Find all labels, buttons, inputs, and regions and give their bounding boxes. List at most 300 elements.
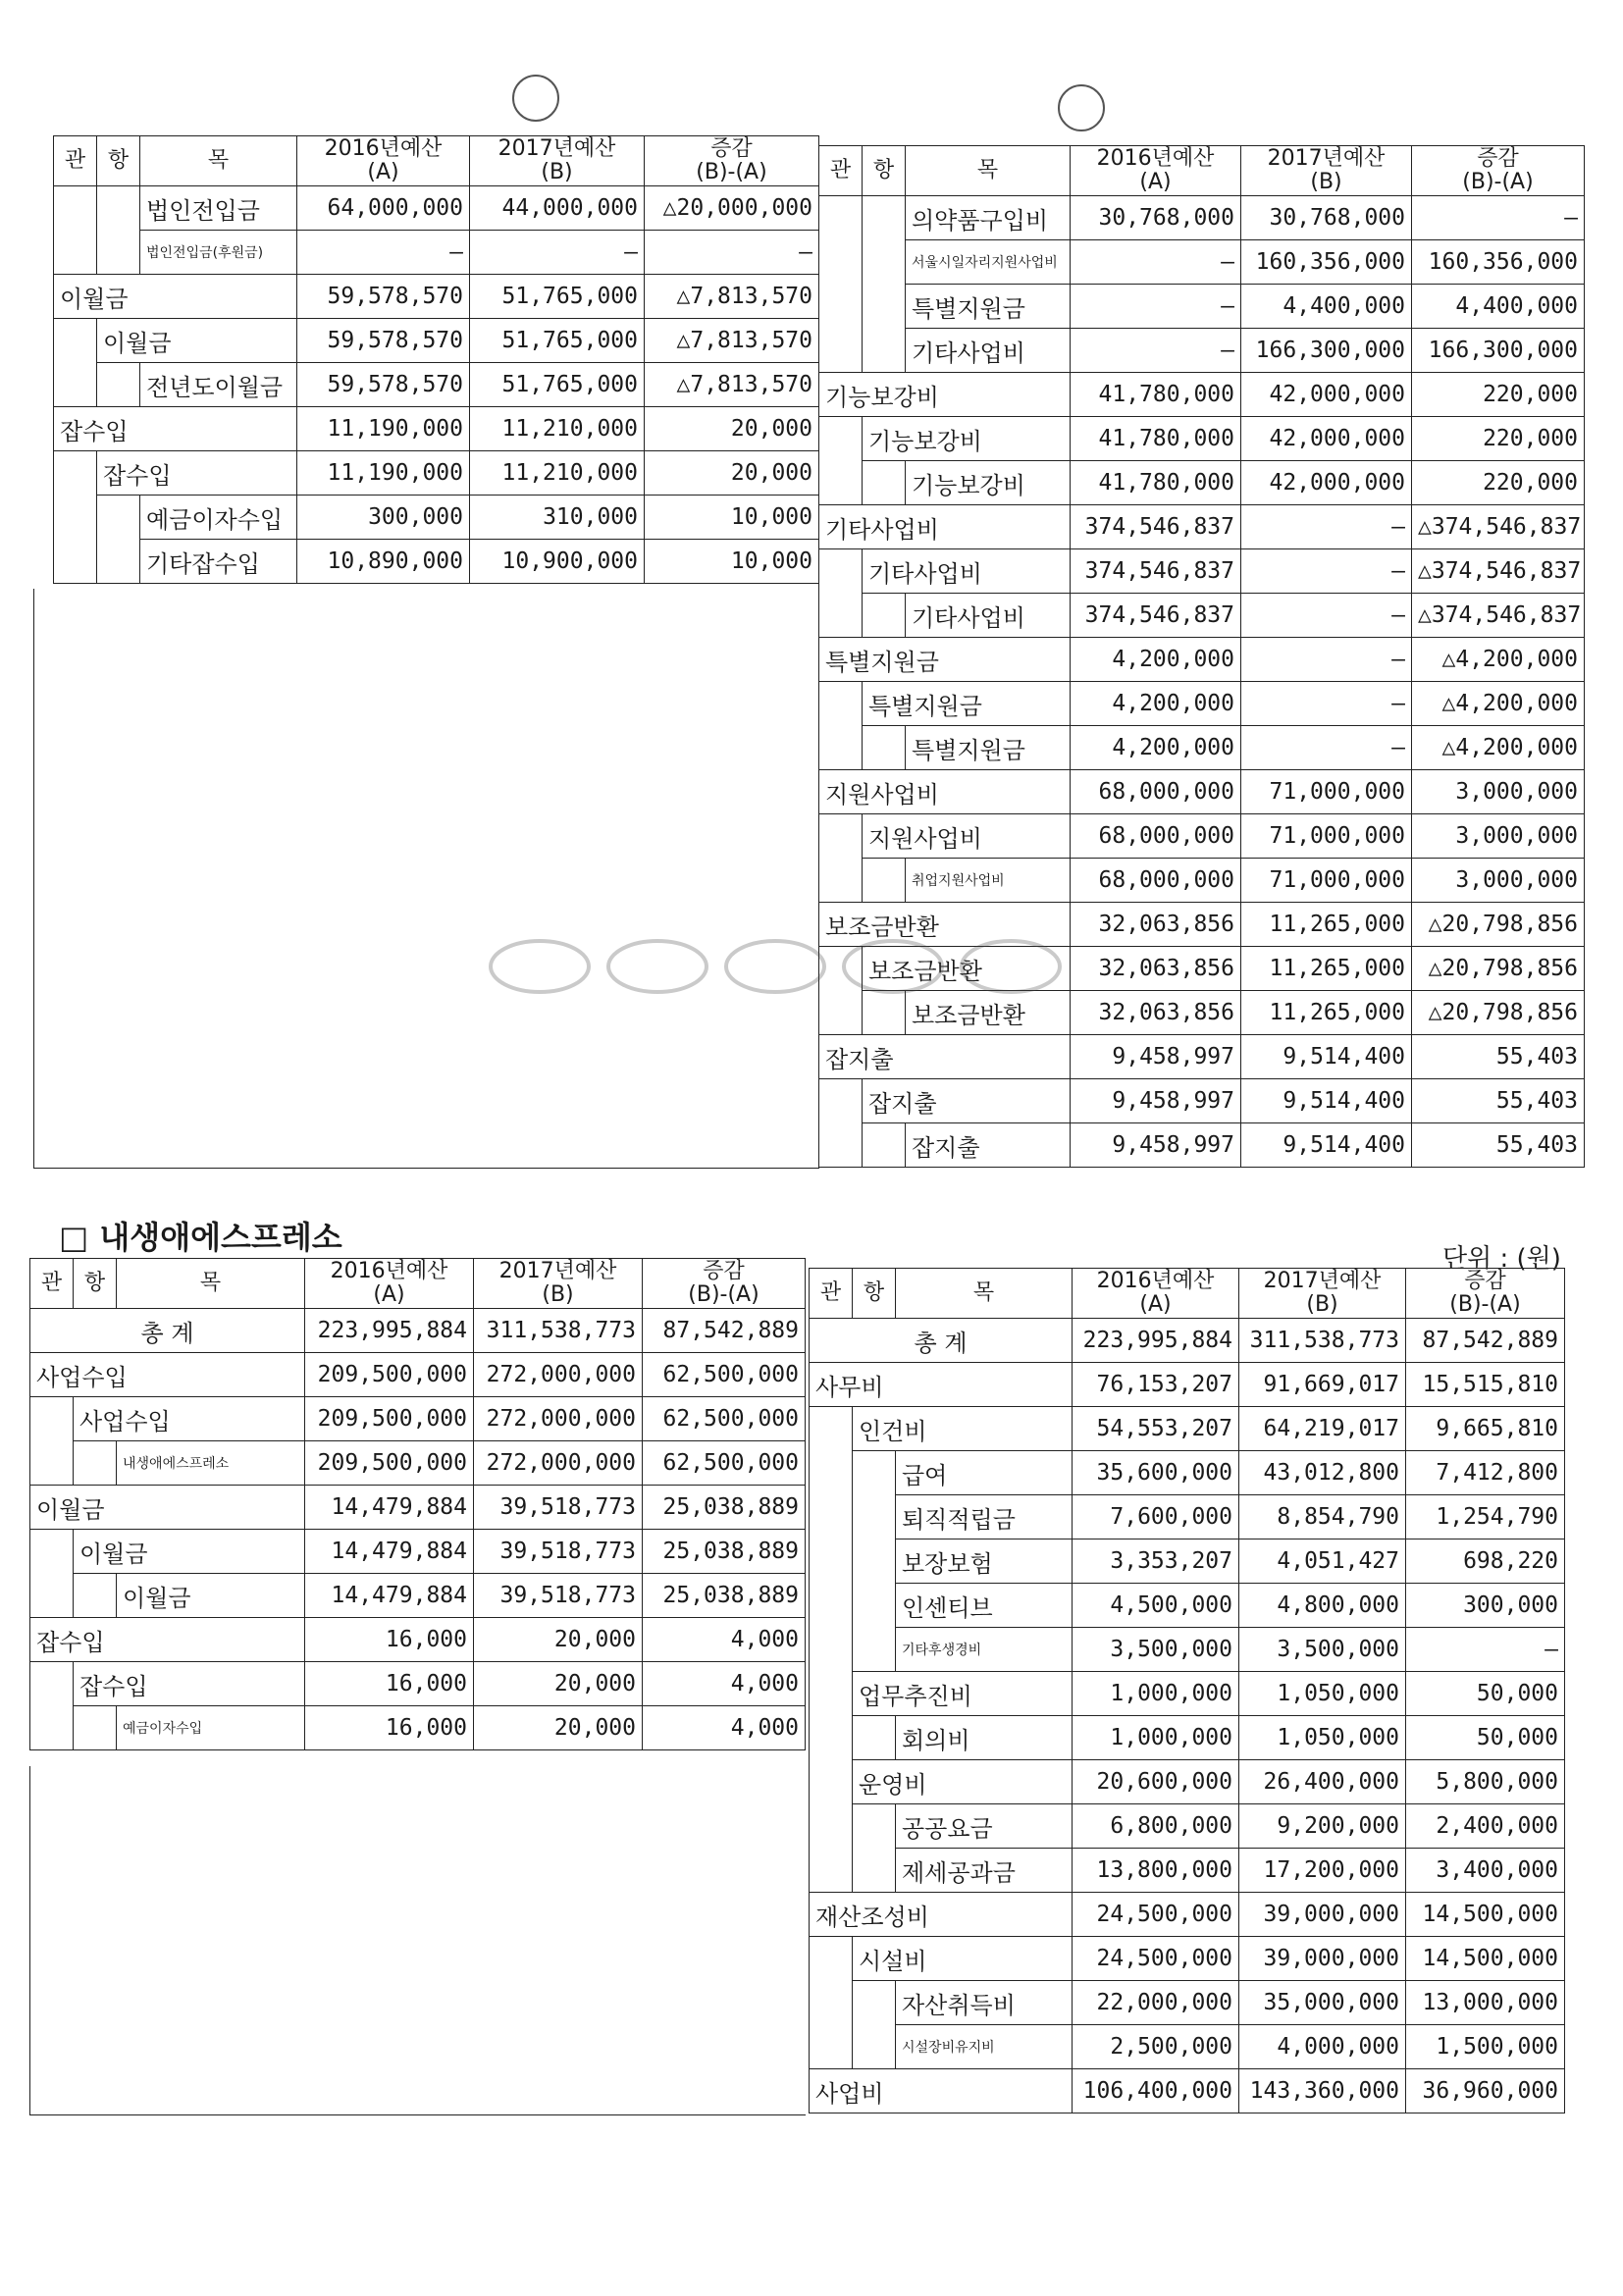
- value-diff: 55,403: [1412, 1035, 1585, 1079]
- value-2016: 64,000,000: [297, 186, 470, 231]
- table-row: [819, 770, 1585, 814]
- header-2016-sub: (A): [367, 160, 399, 184]
- value-2017: 9,200,000: [1239, 1804, 1406, 1849]
- value-2017: –: [1241, 638, 1412, 682]
- value-diff: 50,000: [1406, 1672, 1565, 1716]
- table-row: [54, 231, 819, 275]
- row-label: 지원사업비: [863, 814, 1071, 859]
- header-mok-label: 목: [199, 1271, 222, 1295]
- value-2016: 9,458,997: [1071, 1079, 1241, 1123]
- indent-cell: [853, 1539, 896, 1584]
- value-diff: 62,500,000: [643, 1441, 806, 1486]
- row-label: 기타후생경비: [896, 1628, 1073, 1672]
- row-label: 잡수입: [97, 451, 297, 496]
- value-2017: 160,356,000: [1241, 240, 1412, 285]
- value-diff: △374,546,837: [1412, 594, 1585, 638]
- value-2017: 272,000,000: [474, 1441, 643, 1486]
- value-2016: –: [1071, 329, 1241, 373]
- table-row: [54, 407, 819, 451]
- value-2017: 20,000: [474, 1618, 643, 1662]
- value-2016: 9,458,997: [1071, 1035, 1241, 1079]
- value-2017: 17,200,000: [1239, 1849, 1406, 1893]
- value-2017: 51,765,000: [470, 319, 645, 363]
- value-diff: 10,000: [645, 496, 819, 540]
- indent-cell: [54, 451, 97, 496]
- table-row: [819, 196, 1585, 240]
- table-row: [810, 1319, 1565, 1363]
- value-2016: 14,479,884: [305, 1574, 474, 1618]
- header-2016-label: 2016년예산: [324, 136, 443, 161]
- indent-cell: [810, 1937, 853, 1981]
- value-2017: 1,050,000: [1239, 1672, 1406, 1716]
- table-row: [819, 549, 1585, 594]
- value-diff: 1,254,790: [1406, 1495, 1565, 1539]
- value-2016: 24,500,000: [1073, 1937, 1239, 1981]
- table-row: [810, 1363, 1565, 1407]
- value-2017: –: [1241, 505, 1412, 549]
- table-row: [819, 373, 1585, 417]
- header-mok: [906, 146, 1071, 196]
- header-hang-label: 항: [107, 148, 130, 173]
- value-diff: △20,798,856: [1412, 947, 1585, 991]
- header-2016: [297, 136, 470, 186]
- indent-cell: [863, 461, 906, 505]
- header-2016-sub: (A): [1139, 170, 1172, 194]
- value-2017: 4,800,000: [1239, 1584, 1406, 1628]
- budget-table-bottom-right: [809, 1268, 1565, 2113]
- value-2017: –: [1241, 682, 1412, 726]
- indent-cell: [74, 1706, 117, 1750]
- value-2017: 11,210,000: [470, 407, 645, 451]
- indent-cell: [819, 417, 863, 461]
- row-label: 이월금: [54, 275, 297, 319]
- value-diff: 220,000: [1412, 461, 1585, 505]
- row-label: 보조금반환: [863, 947, 1071, 991]
- value-2016: 41,780,000: [1071, 373, 1241, 417]
- row-label: 운영비: [853, 1760, 1073, 1804]
- row-label: 재산조성비: [810, 1893, 1073, 1937]
- header-2017-sub: (B): [1310, 170, 1342, 194]
- row-label: 잡지출: [819, 1035, 1071, 1079]
- indent-cell: [810, 1672, 853, 1716]
- value-2016: 68,000,000: [1071, 814, 1241, 859]
- table-row: [810, 1760, 1565, 1804]
- value-diff: 4,000: [643, 1706, 806, 1750]
- value-2016: 1,000,000: [1073, 1672, 1239, 1716]
- value-2017: 20,000: [474, 1706, 643, 1750]
- value-diff: △4,200,000: [1412, 726, 1585, 770]
- value-2017: –: [1241, 549, 1412, 594]
- value-2017: 64,219,017: [1239, 1407, 1406, 1451]
- budget-table-top-right: [818, 145, 1585, 1168]
- header-diff-sub: (B)-(A): [1462, 170, 1534, 194]
- header-mok-label: 목: [207, 148, 230, 173]
- value-2017: 272,000,000: [474, 1353, 643, 1397]
- row-label: 사업수입: [30, 1353, 305, 1397]
- value-diff: 55,403: [1412, 1079, 1585, 1123]
- value-2016: 59,578,570: [297, 319, 470, 363]
- value-2016: 14,479,884: [305, 1486, 474, 1530]
- value-2016: 6,800,000: [1073, 1804, 1239, 1849]
- row-label: 제세공과금: [896, 1849, 1073, 1893]
- indent-cell: [853, 1804, 896, 1849]
- header-hang: [863, 146, 906, 196]
- value-2017: 51,765,000: [470, 363, 645, 407]
- value-2016: 59,578,570: [297, 275, 470, 319]
- table-row: [810, 1584, 1565, 1628]
- header-2017: [1241, 146, 1412, 196]
- indent-cell: [810, 1407, 853, 1451]
- table-row: [810, 2069, 1565, 2113]
- row-label: 급여: [896, 1451, 1073, 1495]
- value-2016: 14,479,884: [305, 1530, 474, 1574]
- header-mok: [140, 136, 297, 186]
- indent-cell: [863, 859, 906, 903]
- value-2017: –: [1241, 594, 1412, 638]
- value-2017: 71,000,000: [1241, 814, 1412, 859]
- value-2016: 32,063,856: [1071, 947, 1241, 991]
- table-row: [810, 1628, 1565, 1672]
- table-row: [810, 1849, 1565, 1893]
- indent-cell: [54, 496, 97, 540]
- value-2017: 143,360,000: [1239, 2069, 1406, 2113]
- row-label: 잡지출: [906, 1123, 1071, 1168]
- header-diff: [643, 1259, 806, 1309]
- value-2016: 3,353,207: [1073, 1539, 1239, 1584]
- table-row: [30, 1574, 806, 1618]
- table-row: [54, 186, 819, 231]
- value-diff: –: [1406, 1628, 1565, 1672]
- table-row: [30, 1706, 806, 1750]
- indent-cell: [97, 231, 140, 275]
- value-2017: 44,000,000: [470, 186, 645, 231]
- value-2016: 24,500,000: [1073, 1893, 1239, 1937]
- value-2017: 39,518,773: [474, 1530, 643, 1574]
- header-2016-label: 2016년예산: [1096, 1269, 1215, 1293]
- indent-cell: [863, 329, 906, 373]
- row-label: 사업비: [810, 2069, 1073, 2113]
- value-2017: 311,538,773: [1239, 1319, 1406, 1363]
- table-row: [810, 1451, 1565, 1495]
- value-2016: 16,000: [305, 1662, 474, 1706]
- binder-hole-right: [1058, 84, 1105, 131]
- value-diff: 220,000: [1412, 373, 1585, 417]
- row-label: 자산취득비: [896, 1981, 1073, 2025]
- value-diff: △4,200,000: [1412, 682, 1585, 726]
- indent-cell: [30, 1397, 74, 1441]
- header-gwan-label: 관: [40, 1271, 63, 1295]
- value-diff: △374,546,837: [1412, 505, 1585, 549]
- table-row: [30, 1397, 806, 1441]
- header-hang-label: 항: [872, 158, 895, 183]
- value-diff: 4,400,000: [1412, 285, 1585, 329]
- indent-cell: [810, 1849, 853, 1893]
- value-2016: 4,200,000: [1071, 638, 1241, 682]
- row-label: 업무추진비: [853, 1672, 1073, 1716]
- row-label: 시설비: [853, 1937, 1073, 1981]
- row-label: 잡수입: [54, 407, 297, 451]
- value-2017: 11,265,000: [1241, 947, 1412, 991]
- header-diff-label: 증감: [1464, 1269, 1506, 1293]
- header-2016-sub: (A): [1139, 1292, 1172, 1317]
- indent-cell: [819, 549, 863, 594]
- row-label: 예금이자수입: [117, 1706, 305, 1750]
- value-diff: 62,500,000: [643, 1397, 806, 1441]
- value-2017: 311,538,773: [474, 1309, 643, 1353]
- budget-table-top-left: [53, 135, 819, 584]
- header-hang: [74, 1259, 117, 1309]
- table-row: [819, 1123, 1585, 1168]
- value-diff: 50,000: [1406, 1716, 1565, 1760]
- table-row: [54, 496, 819, 540]
- indent-cell: [863, 285, 906, 329]
- indent-cell: [810, 1495, 853, 1539]
- table-row: [54, 451, 819, 496]
- row-label: 보조금반환: [819, 903, 1071, 947]
- value-diff: 55,403: [1412, 1123, 1585, 1168]
- table-row: [819, 859, 1585, 903]
- value-2017: 310,000: [470, 496, 645, 540]
- indent-cell: [30, 1662, 74, 1706]
- row-label: 기타사업비: [819, 505, 1071, 549]
- row-label: 잡수입: [74, 1662, 305, 1706]
- value-2016: 76,153,207: [1073, 1363, 1239, 1407]
- indent-cell: [863, 196, 906, 240]
- indent-cell: [810, 1584, 853, 1628]
- table-row: [819, 285, 1585, 329]
- header-diff: [1406, 1269, 1565, 1319]
- row-label: 기타사업비: [906, 329, 1071, 373]
- indent-cell: [853, 1849, 896, 1893]
- value-2017: 272,000,000: [474, 1397, 643, 1441]
- value-diff: –: [1412, 196, 1585, 240]
- value-2017: 43,012,800: [1239, 1451, 1406, 1495]
- table-row: [810, 1495, 1565, 1539]
- header-2016-label: 2016년예산: [1096, 146, 1215, 171]
- value-2016: 9,458,997: [1071, 1123, 1241, 1168]
- row-label: 서울시일자리지원사업비: [906, 240, 1071, 285]
- header-2017-sub: (B): [542, 1282, 574, 1307]
- value-diff: 7,412,800: [1406, 1451, 1565, 1495]
- value-2016: 16,000: [305, 1706, 474, 1750]
- value-2017: 9,514,400: [1241, 1123, 1412, 1168]
- indent-cell: [853, 1981, 896, 2025]
- value-2017: 11,265,000: [1241, 903, 1412, 947]
- indent-cell: [810, 1981, 853, 2025]
- value-diff: 14,500,000: [1406, 1893, 1565, 1937]
- value-diff: 3,000,000: [1412, 859, 1585, 903]
- header-gwan: [54, 136, 97, 186]
- value-2016: 32,063,856: [1071, 903, 1241, 947]
- indent-cell: [853, 1495, 896, 1539]
- header-2017-label: 2017년예산: [1267, 146, 1386, 171]
- value-2016: 59,578,570: [297, 363, 470, 407]
- table-row: [819, 726, 1585, 770]
- header-2017-label: 2017년예산: [497, 136, 616, 161]
- header-diff-label: 증감: [710, 136, 753, 161]
- table-row: [54, 319, 819, 363]
- table-row: [810, 1407, 1565, 1451]
- indent-cell: [819, 285, 863, 329]
- value-diff: 4,000: [643, 1618, 806, 1662]
- header-diff: [645, 136, 819, 186]
- table-row: [30, 1530, 806, 1574]
- table-row: [819, 638, 1585, 682]
- indent-cell: [819, 726, 863, 770]
- value-2017: 39,518,773: [474, 1574, 643, 1618]
- value-2016: 209,500,000: [305, 1441, 474, 1486]
- value-diff: 5,800,000: [1406, 1760, 1565, 1804]
- value-diff: 20,000: [645, 451, 819, 496]
- value-2017: 39,518,773: [474, 1486, 643, 1530]
- value-diff: 20,000: [645, 407, 819, 451]
- row-label: 공공요금: [896, 1804, 1073, 1849]
- value-diff: 1,500,000: [1406, 2025, 1565, 2069]
- table-row: [30, 1353, 806, 1397]
- table-row: [819, 814, 1585, 859]
- indent-cell: [54, 186, 97, 231]
- indent-cell: [853, 1584, 896, 1628]
- value-2016: 7,600,000: [1073, 1495, 1239, 1539]
- header-2016: [1071, 146, 1241, 196]
- indent-cell: [97, 363, 140, 407]
- row-label: 회의비: [896, 1716, 1073, 1760]
- value-diff: 14,500,000: [1406, 1937, 1565, 1981]
- indent-cell: [819, 1079, 863, 1123]
- value-2017: 166,300,000: [1241, 329, 1412, 373]
- header-2017-label: 2017년예산: [1263, 1269, 1382, 1293]
- indent-cell: [853, 1716, 896, 1760]
- indent-cell: [30, 1530, 74, 1574]
- value-diff: 698,220: [1406, 1539, 1565, 1584]
- value-2016: 68,000,000: [1071, 770, 1241, 814]
- value-diff: 166,300,000: [1412, 329, 1585, 373]
- row-label: 이월금: [30, 1486, 305, 1530]
- value-diff: △7,813,570: [645, 363, 819, 407]
- indent-cell: [819, 461, 863, 505]
- indent-cell: [819, 1123, 863, 1168]
- value-diff: △7,813,570: [645, 275, 819, 319]
- value-2017: 3,500,000: [1239, 1628, 1406, 1672]
- value-2016: 41,780,000: [1071, 417, 1241, 461]
- value-2016: 209,500,000: [305, 1353, 474, 1397]
- value-2017: 71,000,000: [1241, 770, 1412, 814]
- indent-cell: [819, 240, 863, 285]
- value-2017: 1,050,000: [1239, 1716, 1406, 1760]
- value-diff: 3,400,000: [1406, 1849, 1565, 1893]
- value-diff: –: [645, 231, 819, 275]
- table-row: [819, 240, 1585, 285]
- indent-cell: [863, 240, 906, 285]
- row-label: 인센티브: [896, 1584, 1073, 1628]
- header-diff-sub: (B)-(A): [688, 1282, 759, 1307]
- row-label: 보조금반환: [906, 991, 1071, 1035]
- unit-label: 단위 : (원): [1442, 1244, 1561, 1274]
- row-label: 이월금: [117, 1574, 305, 1618]
- row-label: 지원사업비: [819, 770, 1071, 814]
- value-diff: 25,038,889: [643, 1530, 806, 1574]
- value-diff: 9,665,810: [1406, 1407, 1565, 1451]
- table-row: [30, 1441, 806, 1486]
- header-diff-label: 증감: [703, 1259, 745, 1283]
- value-2016: 4,200,000: [1071, 726, 1241, 770]
- header-2017-sub: (B): [1306, 1292, 1338, 1317]
- indent-cell: [819, 859, 863, 903]
- value-2016: –: [297, 231, 470, 275]
- indent-cell: [810, 2025, 853, 2069]
- header-2017-label: 2017년예산: [498, 1259, 617, 1283]
- value-diff: 4,000: [643, 1662, 806, 1706]
- value-2016: –: [1071, 240, 1241, 285]
- header-gwan: [810, 1269, 853, 1319]
- indent-cell: [97, 496, 140, 540]
- row-label: 기타잡수입: [140, 540, 297, 584]
- value-2016: 2,500,000: [1073, 2025, 1239, 2069]
- value-2016: 10,890,000: [297, 540, 470, 584]
- row-label: 사업수입: [74, 1397, 305, 1441]
- row-label: 특별지원금: [906, 285, 1071, 329]
- section-title: □ 내생애에스프레소: [59, 1219, 342, 1256]
- value-2016: 223,995,884: [1073, 1319, 1239, 1363]
- indent-cell: [819, 329, 863, 373]
- table-row: [819, 329, 1585, 373]
- value-diff: 87,542,889: [643, 1309, 806, 1353]
- value-2016: 4,500,000: [1073, 1584, 1239, 1628]
- indent-cell: [54, 231, 97, 275]
- row-label: 예금이자수입: [140, 496, 297, 540]
- row-label: 전년도이월금: [140, 363, 297, 407]
- header-mok-label: 목: [972, 1280, 995, 1305]
- value-2016: 1,000,000: [1073, 1716, 1239, 1760]
- table-row: [810, 1937, 1565, 1981]
- value-diff: 3,000,000: [1412, 814, 1585, 859]
- row-label: 잡수입: [30, 1618, 305, 1662]
- value-diff: △20,798,856: [1412, 903, 1585, 947]
- table-row: [819, 461, 1585, 505]
- table-row: [30, 1662, 806, 1706]
- value-diff: 13,000,000: [1406, 1981, 1565, 2025]
- value-2017: 4,400,000: [1241, 285, 1412, 329]
- value-2017: 10,900,000: [470, 540, 645, 584]
- value-2016: 374,546,837: [1071, 505, 1241, 549]
- value-diff: 160,356,000: [1412, 240, 1585, 285]
- value-2017: 4,051,427: [1239, 1539, 1406, 1584]
- header-mok: [896, 1269, 1073, 1319]
- row-label: 법인전입금(후원금): [140, 231, 297, 275]
- value-2016: 4,200,000: [1071, 682, 1241, 726]
- indent-cell: [810, 1539, 853, 1584]
- indent-cell: [74, 1574, 117, 1618]
- value-2016: 11,190,000: [297, 407, 470, 451]
- indent-cell: [30, 1441, 74, 1486]
- blank-area-bottom-left: [29, 1766, 806, 2115]
- value-diff: 25,038,889: [643, 1486, 806, 1530]
- table-row: [810, 1539, 1565, 1584]
- value-2016: 41,780,000: [1071, 461, 1241, 505]
- indent-cell: [54, 540, 97, 584]
- indent-cell: [863, 726, 906, 770]
- value-2016: 16,000: [305, 1618, 474, 1662]
- value-2017: 39,000,000: [1239, 1937, 1406, 1981]
- row-label: 잡지출: [863, 1079, 1071, 1123]
- row-label: 의약품구입비: [906, 196, 1071, 240]
- value-2017: 11,210,000: [470, 451, 645, 496]
- header-2016-sub: (A): [373, 1282, 405, 1307]
- header-2016: [305, 1259, 474, 1309]
- row-label: 이월금: [97, 319, 297, 363]
- value-2016: 32,063,856: [1071, 991, 1241, 1035]
- header-gwan-label: 관: [64, 148, 86, 173]
